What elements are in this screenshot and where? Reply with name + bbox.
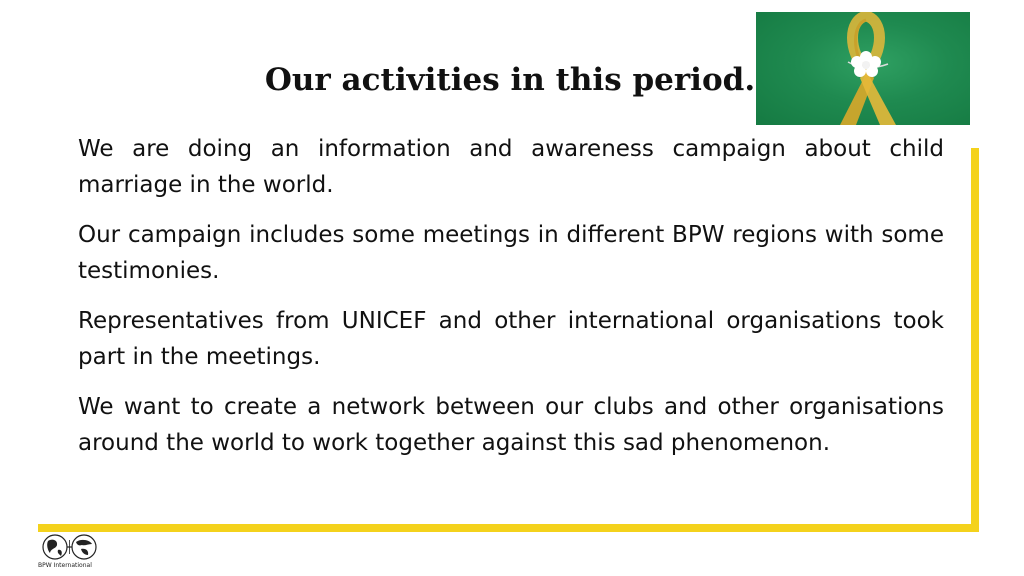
ribbon-photo xyxy=(756,12,970,125)
slide-body xyxy=(78,131,944,475)
yellow-frame-right xyxy=(971,148,979,532)
paragraph-meetings: Our campaign includes some meetings in different BPW regions with some testimonies. xyxy=(78,222,944,284)
logo-caption: BPW International xyxy=(38,562,92,569)
paragraph-network: We want to create a network between our clubs and other organisations around the world to work together against this sad phenomenon. xyxy=(78,394,944,456)
paragraph-representatives: Representatives from UNICEF and other international organisations took part in the meetings. xyxy=(78,308,944,370)
slide-title: Our activities in this period. xyxy=(264,62,756,98)
yellow-frame-bottom xyxy=(38,524,979,532)
paragraph-campaign: We are doing an information and awareness campaign about child marriage in the world. xyxy=(78,136,944,198)
bpw-globe-logo-icon xyxy=(38,532,102,562)
yellow-ribbon-icon xyxy=(756,12,970,125)
bpw-logo xyxy=(38,532,102,576)
